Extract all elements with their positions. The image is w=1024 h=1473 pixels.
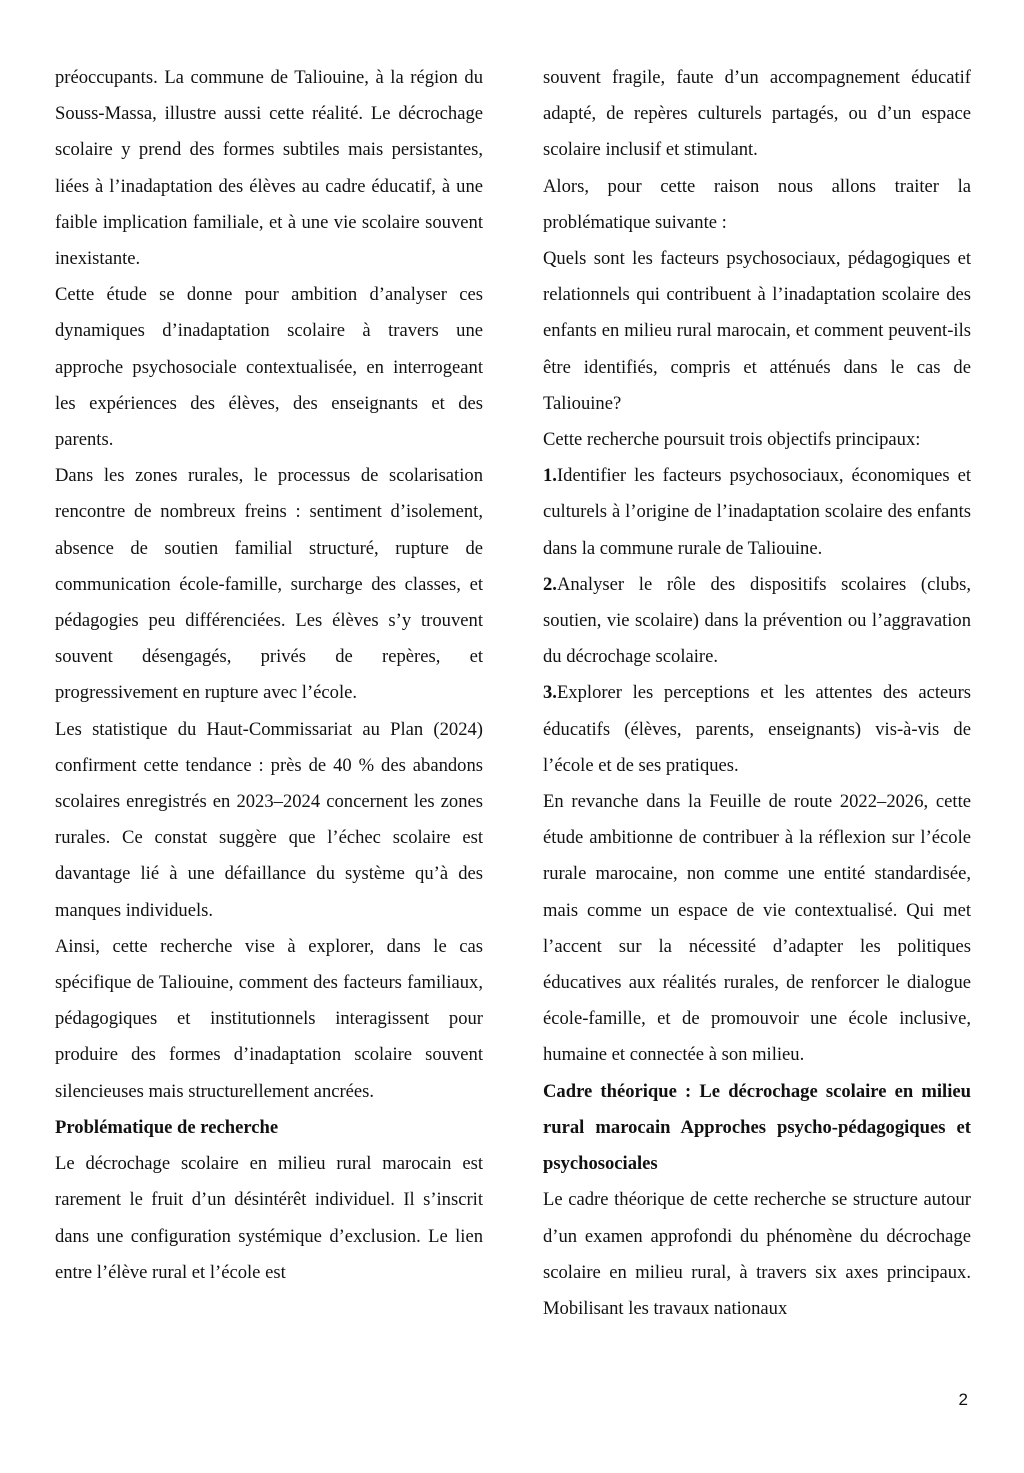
paragraph: Ainsi, cette recherche vise à explorer, dans le cas spécifique de Taliouine, comment des facteurs familiaux, pédagogiques et institutionnels interagissent pour produire des formes d’inadaptation scolaire souvent silencieuses mais structurellement ancrées.	[55, 935, 483, 1102]
paragraph: Les statistique du Haut-Commissariat au Plan (2024) confirment cette tendance : près de 40 % des abandons scolaires enregistrés en 2023–2024 concernent les zones rurales. Ce constat suggère que l’échec scolaire est davantage lié à une défaillance du système qu’à des manques individuels.	[55, 718, 483, 921]
paragraph: Le décrochage scolaire en milieu rural marocain est rarement le fruit d’un désintérêt individuel. Il s’inscrit dans une configuration systémique d’exclusion. Le lien entre l’élève rural et l’école est	[55, 1153, 483, 1283]
section-heading-cadre-theorique: Cadre théorique : Le décrochage scolaire en milieu rural marocain Approches psycho-pédagogiques et psychosociales	[543, 1080, 971, 1175]
objective-number: 2.	[543, 573, 557, 595]
paragraph: souvent fragile, faute d’un accompagnement éducatif adapté, de repères culturels partagés, ou d’un espace scolaire inclusif et stimulant.	[543, 67, 971, 161]
objective-text: Analyser le rôle des dispositifs scolaires (clubs, soutien, vie scolaire) dans la prévention ou l’aggravation du décrochage scolaire.	[543, 573, 971, 668]
objective-number: 3.	[543, 682, 557, 704]
objective-text: Explorer les perceptions et les attentes des acteurs éducatifs (élèves, parents, enseignants) vis-à-vis de l’école et de ses pratiques.	[543, 682, 971, 776]
objective-number: 1.	[543, 465, 557, 487]
paragraph: En revanche dans la Feuille de route 2022–2026, cette étude ambitionne de contribuer à la réflexion sur l’école rurale marocaine, non comme une entité standardisée, mais comme un espace de vie contextualisé. Qui met l’accent sur la nécessité d’adapter les politiques éducatives aux réalités rurales, de renforcer le dialogue école-famille, et de promouvoir une école inclusive, humaine et connectée à son milieu.	[543, 791, 971, 1066]
right-column	[543, 60, 971, 1327]
paragraph: préoccupants. La commune de Taliouine, à la région du Souss-Massa, illustre aussi cette réalité. Le décrochage scolaire y prend des formes subtiles mais persistantes, liées à l’inadaptation des élèves au cadre éducatif, à une faible implication familiale, et à une vie scolaire souvent inexistante.	[55, 67, 483, 270]
research-question: Quels sont les facteurs psychosociaux, pédagogiques et relationnels qui contribuent à l’inadaptation scolaire des enfants en milieu rural marocain, et comment peuvent-ils être identifiés, compris et atténués dans le cas de Taliouine?	[543, 248, 971, 414]
paragraph: Alors, pour cette raison nous allons traiter la problématique suivante :	[543, 175, 971, 233]
paragraph: Cette recherche poursuit trois objectifs principaux:	[543, 429, 921, 451]
paragraph: Le cadre théorique de cette recherche se structure autour d’un examen approfondi du phénomène du décrochage scolaire en milieu rural, à travers six axes principaux. Mobilisant les travaux nationaux	[543, 1189, 971, 1319]
left-column	[55, 60, 483, 1291]
objective-item	[543, 567, 971, 676]
objective-item	[543, 458, 971, 567]
paragraph: Cette étude se donne pour ambition d’analyser ces dynamiques d’inadaptation scolaire à travers une approche psychosociale contextualisée, en interrogeant les expériences des élèves, des enseignants et des parents.	[55, 284, 483, 451]
objective-text: Identifier les facteurs psychosociaux, économiques et culturels à l’origine de l’inadaptation scolaire des enfants dans la commune rurale de Taliouine.	[543, 465, 971, 559]
paragraph: Dans les zones rurales, le processus de scolarisation rencontre de nombreux freins : sentiment d’isolement, absence de soutien familial structuré, rupture de communication école-famille, surcharge des classes, et pédagogies peu différenciées. Les élèves s’y trouvent souvent désengagés, privés de repères, et progressivement en rupture avec l’école.	[55, 465, 483, 704]
objective-item	[543, 675, 971, 784]
section-heading-problematique: Problématique de recherche	[55, 1116, 279, 1138]
page-number: 2	[958, 1390, 968, 1409]
